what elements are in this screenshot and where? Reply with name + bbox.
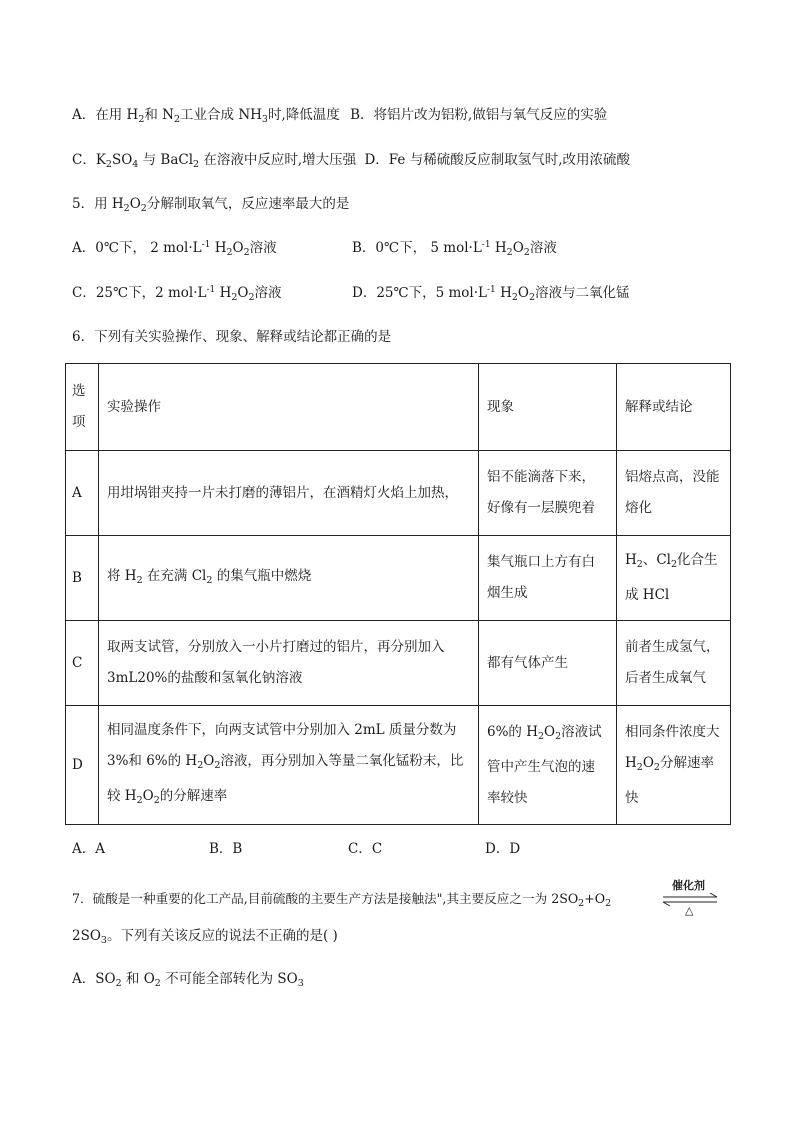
row-a-label: A — [66, 451, 99, 536]
catalyst-label: 催化剂 — [672, 879, 705, 892]
q7-option-a: A．$SO_2$ 和 $O_2$ 不可能全部转化为 $SO_3$ — [72, 971, 304, 989]
table-row-c — [66, 621, 731, 706]
header-operation: 实验操作 — [99, 364, 479, 451]
table-row-a — [66, 451, 731, 536]
row-a-phenomenon: 铝不能滴落下来，好像有一层膜兜着 — [479, 451, 617, 536]
row-d-conclusion: 相同条件浓度大 $H_2O_2$分解速率快 — [617, 706, 731, 825]
q4-option-a: A．在用 $H_2$和 $N_2$工业合成 $NH_3$时,降低温度 — [72, 107, 340, 125]
row-b-label: B — [66, 536, 99, 621]
q5-stem: 5．用 $H_2O_2$分解制取氧气，反应速率最大的是 — [72, 196, 350, 214]
experiment-table — [65, 363, 731, 825]
row-a-conclusion: 铝熔点高，没能熔化 — [617, 451, 731, 536]
row-c-label: C — [66, 621, 99, 706]
table-row-d — [66, 706, 731, 825]
row-c-phenomenon: 都有气体产生 — [479, 621, 617, 706]
q4-option-c: C．$K_2SO_4$ 与 BaCl$_2$ 在溶液中反应时,增大压强 — [72, 152, 357, 170]
q6-choice-a: A．A — [72, 841, 105, 857]
heat-label: △ — [685, 904, 694, 917]
q5-option-c: C．25℃下，2 $mol\cdot L^{-1}$ $H_2O_2$溶液 — [72, 285, 282, 303]
row-b-operation: 将 $H_2$ 在充满 $Cl_2$ 的集气瓶中燃烧 — [99, 536, 479, 621]
table-row-b — [66, 536, 731, 621]
q7-stem-line2: $2SO_3$。下列有关该反应的说法不正确的是( ) — [72, 928, 338, 946]
q4-option-d: D．Fe 与稀硫酸反应制取氢气时,改用浓硫酸 — [364, 152, 631, 168]
table-header-row — [66, 364, 731, 451]
q5-option-b: B．0℃下， 5 $mol\cdot L^{-1}$ $H_2O_2$溶液 — [352, 240, 557, 258]
header-phenomenon: 现象 — [479, 364, 617, 451]
header-option: 选项 — [66, 364, 99, 451]
reversible-arrow — [662, 877, 720, 917]
q6-choice-b: B．B — [209, 841, 243, 857]
row-d-operation: 相同温度条件下，向两支试管中分别加入 2mL 质量分数为 3%和 6%的 $H_2O_2$溶液，再分别加入等量二氧化锰粉末，比较 $H_2O_2$的分解速率 — [99, 706, 479, 825]
row-b-phenomenon: 集气瓶口上方有白烟生成 — [479, 536, 617, 621]
q6-choice-d: D．D — [485, 841, 521, 857]
q5-option-a: A．0℃下， 2 $mol\cdot L^{-1}$ $H_2O_2$溶液 — [72, 240, 277, 258]
row-c-operation: 取两支试管，分别放入一小片打磨过的铝片，再分别加入 3mL20%的盐酸和氢氧化钠溶液 — [99, 621, 479, 706]
row-b-conclusion: $H_2$、$Cl_2$化合生成 HCl — [617, 536, 731, 621]
q4-option-ab-line — [72, 103, 607, 125]
q5-option-d: D．25℃下，5 $mol\cdot L^{-1}$ $H_2O_2$溶液与二氧化锰 — [352, 285, 630, 303]
q4-option-cd-line — [72, 148, 630, 170]
q7-stem-line1: 7．硫酸是一种重要的化工产品,目前硫酸的主要生产方法是接触法",其主要反应之一为 $2SO_2+O_2$ — [72, 891, 612, 909]
row-d-label: D — [66, 706, 99, 825]
row-d-phenomenon: 6%的 $H_2O_2$溶液试管中产生气泡的速率较快 — [479, 706, 617, 825]
q6-choice-c: C．C — [348, 841, 383, 857]
row-a-operation: 用坩埚钳夹持一片未打磨的薄铝片，在酒精灯火焰上加热， — [99, 451, 479, 536]
q4-option-b: B．将铝片改为铝粉,做铝与氧气反应的实验 — [350, 107, 608, 123]
header-conclusion: 解释或结论 — [617, 364, 731, 451]
row-c-conclusion: 前者生成氢气，后者生成氧气 — [617, 621, 731, 706]
q6-stem: 6．下列有关实验操作、现象、解释或结论都正确的是 — [72, 329, 392, 345]
